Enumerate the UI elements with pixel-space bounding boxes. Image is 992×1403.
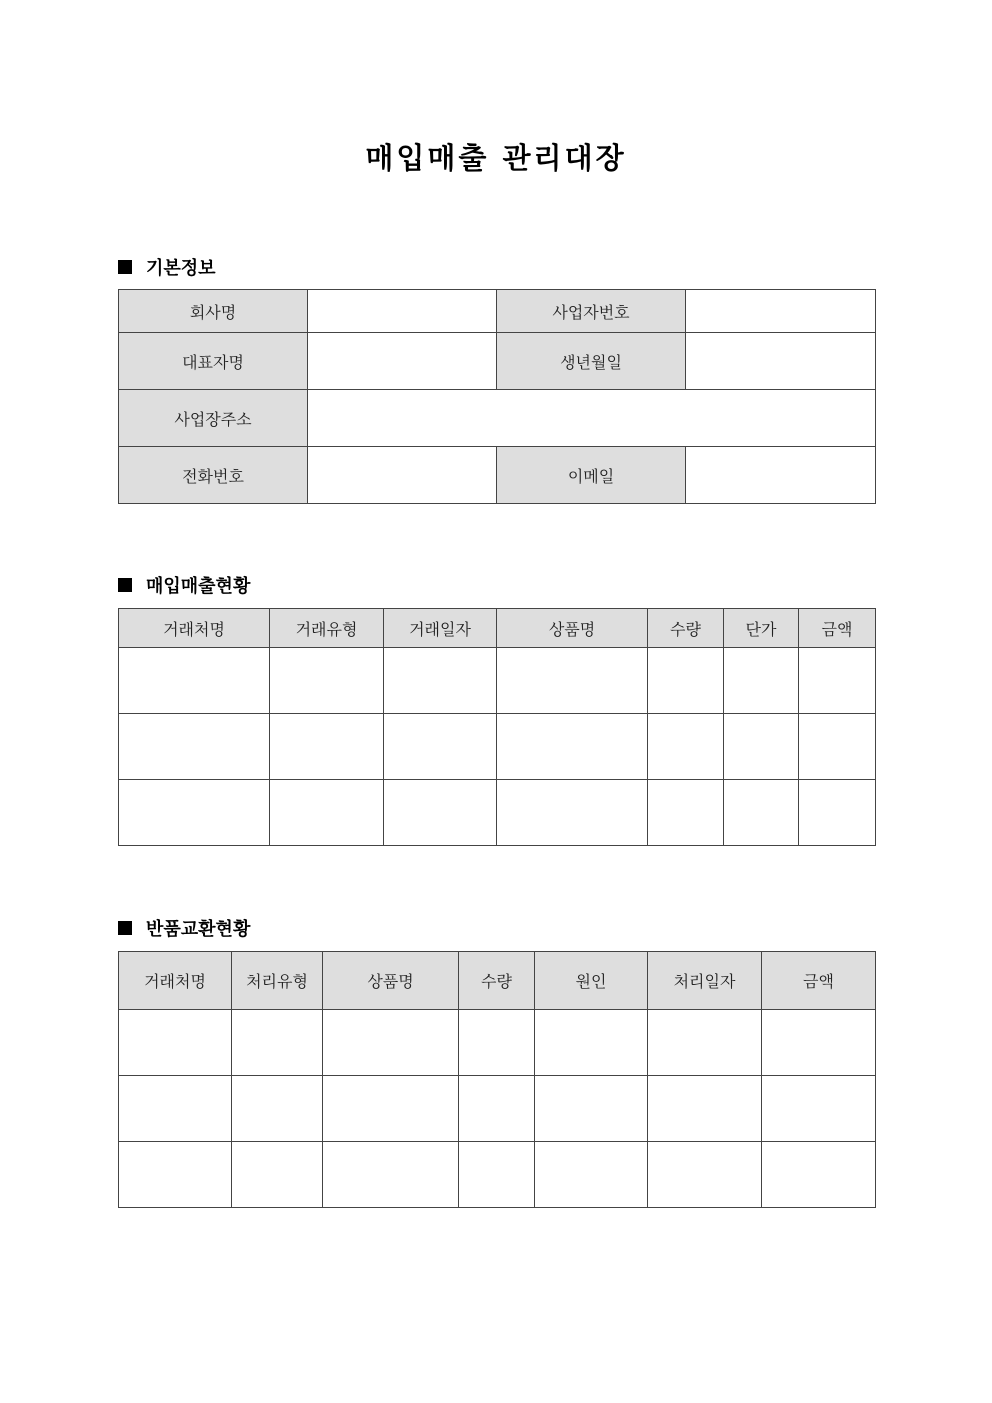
table-cell[interactable] [535,1142,648,1208]
table-cell[interactable] [119,714,270,780]
table-cell[interactable] [459,1142,535,1208]
section-heading-basic [118,254,216,280]
column-header: 금액 [799,609,876,648]
label-phone: 전화번호 [119,447,308,504]
column-header: 거래처명 [119,952,232,1010]
returns-table [118,951,876,1208]
table-cell[interactable] [459,1076,535,1142]
column-header: 거래유형 [270,609,384,648]
table-row [119,714,876,780]
label-business-no: 사업자번호 [497,290,686,333]
section-heading-trade [118,572,250,598]
page-title: 매입매출 관리대장 [365,141,627,175]
table-cell[interactable] [648,648,724,714]
column-header: 금액 [762,952,876,1010]
table-cell[interactable] [799,714,876,780]
column-header: 수량 [459,952,535,1010]
address-field[interactable] [308,390,876,447]
company-field[interactable] [308,290,497,333]
table-cell[interactable] [762,1076,876,1142]
table-cell[interactable] [323,1142,459,1208]
section-heading-label: 매입매출현황 [146,576,251,597]
table-cell[interactable] [799,648,876,714]
table-cell[interactable] [724,780,799,846]
table-cell[interactable] [232,1142,323,1208]
table-cell[interactable] [119,1142,232,1208]
table-cell[interactable] [648,780,724,846]
phone-field[interactable] [308,447,497,504]
column-header: 상품명 [323,952,459,1010]
table-cell[interactable] [323,1076,459,1142]
table-cell[interactable] [648,714,724,780]
table-cell[interactable] [762,1142,876,1208]
birth-field[interactable] [686,333,876,390]
square-bullet-icon [118,260,132,274]
table-row [119,1010,876,1076]
column-header: 거래일자 [384,609,497,648]
table-cell[interactable] [724,714,799,780]
table-cell[interactable] [459,1010,535,1076]
table-cell[interactable] [535,1010,648,1076]
section-heading-label: 반품교환현황 [146,919,251,940]
table-cell[interactable] [497,714,648,780]
table-row [119,1076,876,1142]
table-cell[interactable] [384,648,497,714]
basic-info-table [118,289,876,504]
table-cell[interactable] [724,648,799,714]
table-cell[interactable] [648,1142,762,1208]
ceo-field[interactable] [308,333,497,390]
table-cell[interactable] [119,780,270,846]
square-bullet-icon [118,578,132,592]
table-cell[interactable] [270,714,384,780]
column-header: 처리일자 [648,952,762,1010]
table-cell[interactable] [119,1076,232,1142]
label-company: 회사명 [119,290,308,333]
column-header: 단가 [724,609,799,648]
column-header: 원인 [535,952,648,1010]
table-cell[interactable] [762,1010,876,1076]
email-field[interactable] [686,447,876,504]
table-cell[interactable] [232,1010,323,1076]
label-email: 이메일 [497,447,686,504]
table-cell[interactable] [497,648,648,714]
table-cell[interactable] [323,1010,459,1076]
table-cell[interactable] [270,648,384,714]
table-cell[interactable] [119,648,270,714]
table-cell[interactable] [119,1010,232,1076]
table-cell[interactable] [384,780,497,846]
section-heading-returns [118,915,250,941]
label-birth: 생년월일 [497,333,686,390]
table-row [119,780,876,846]
table-cell[interactable] [384,714,497,780]
table-cell[interactable] [648,1076,762,1142]
square-bullet-icon [118,921,132,935]
table-cell[interactable] [497,780,648,846]
trade-table [118,608,876,846]
column-header: 거래처명 [119,609,270,648]
table-cell[interactable] [799,780,876,846]
table-cell[interactable] [535,1076,648,1142]
column-header: 처리유형 [232,952,323,1010]
label-address: 사업장주소 [119,390,308,447]
business-no-field[interactable] [686,290,876,333]
label-ceo: 대표자명 [119,333,308,390]
table-cell[interactable] [270,780,384,846]
table-cell[interactable] [232,1076,323,1142]
column-header: 상품명 [497,609,648,648]
table-row [119,648,876,714]
column-header: 수량 [648,609,724,648]
table-row [119,1142,876,1208]
section-heading-label: 기본정보 [146,258,216,279]
table-cell[interactable] [648,1010,762,1076]
